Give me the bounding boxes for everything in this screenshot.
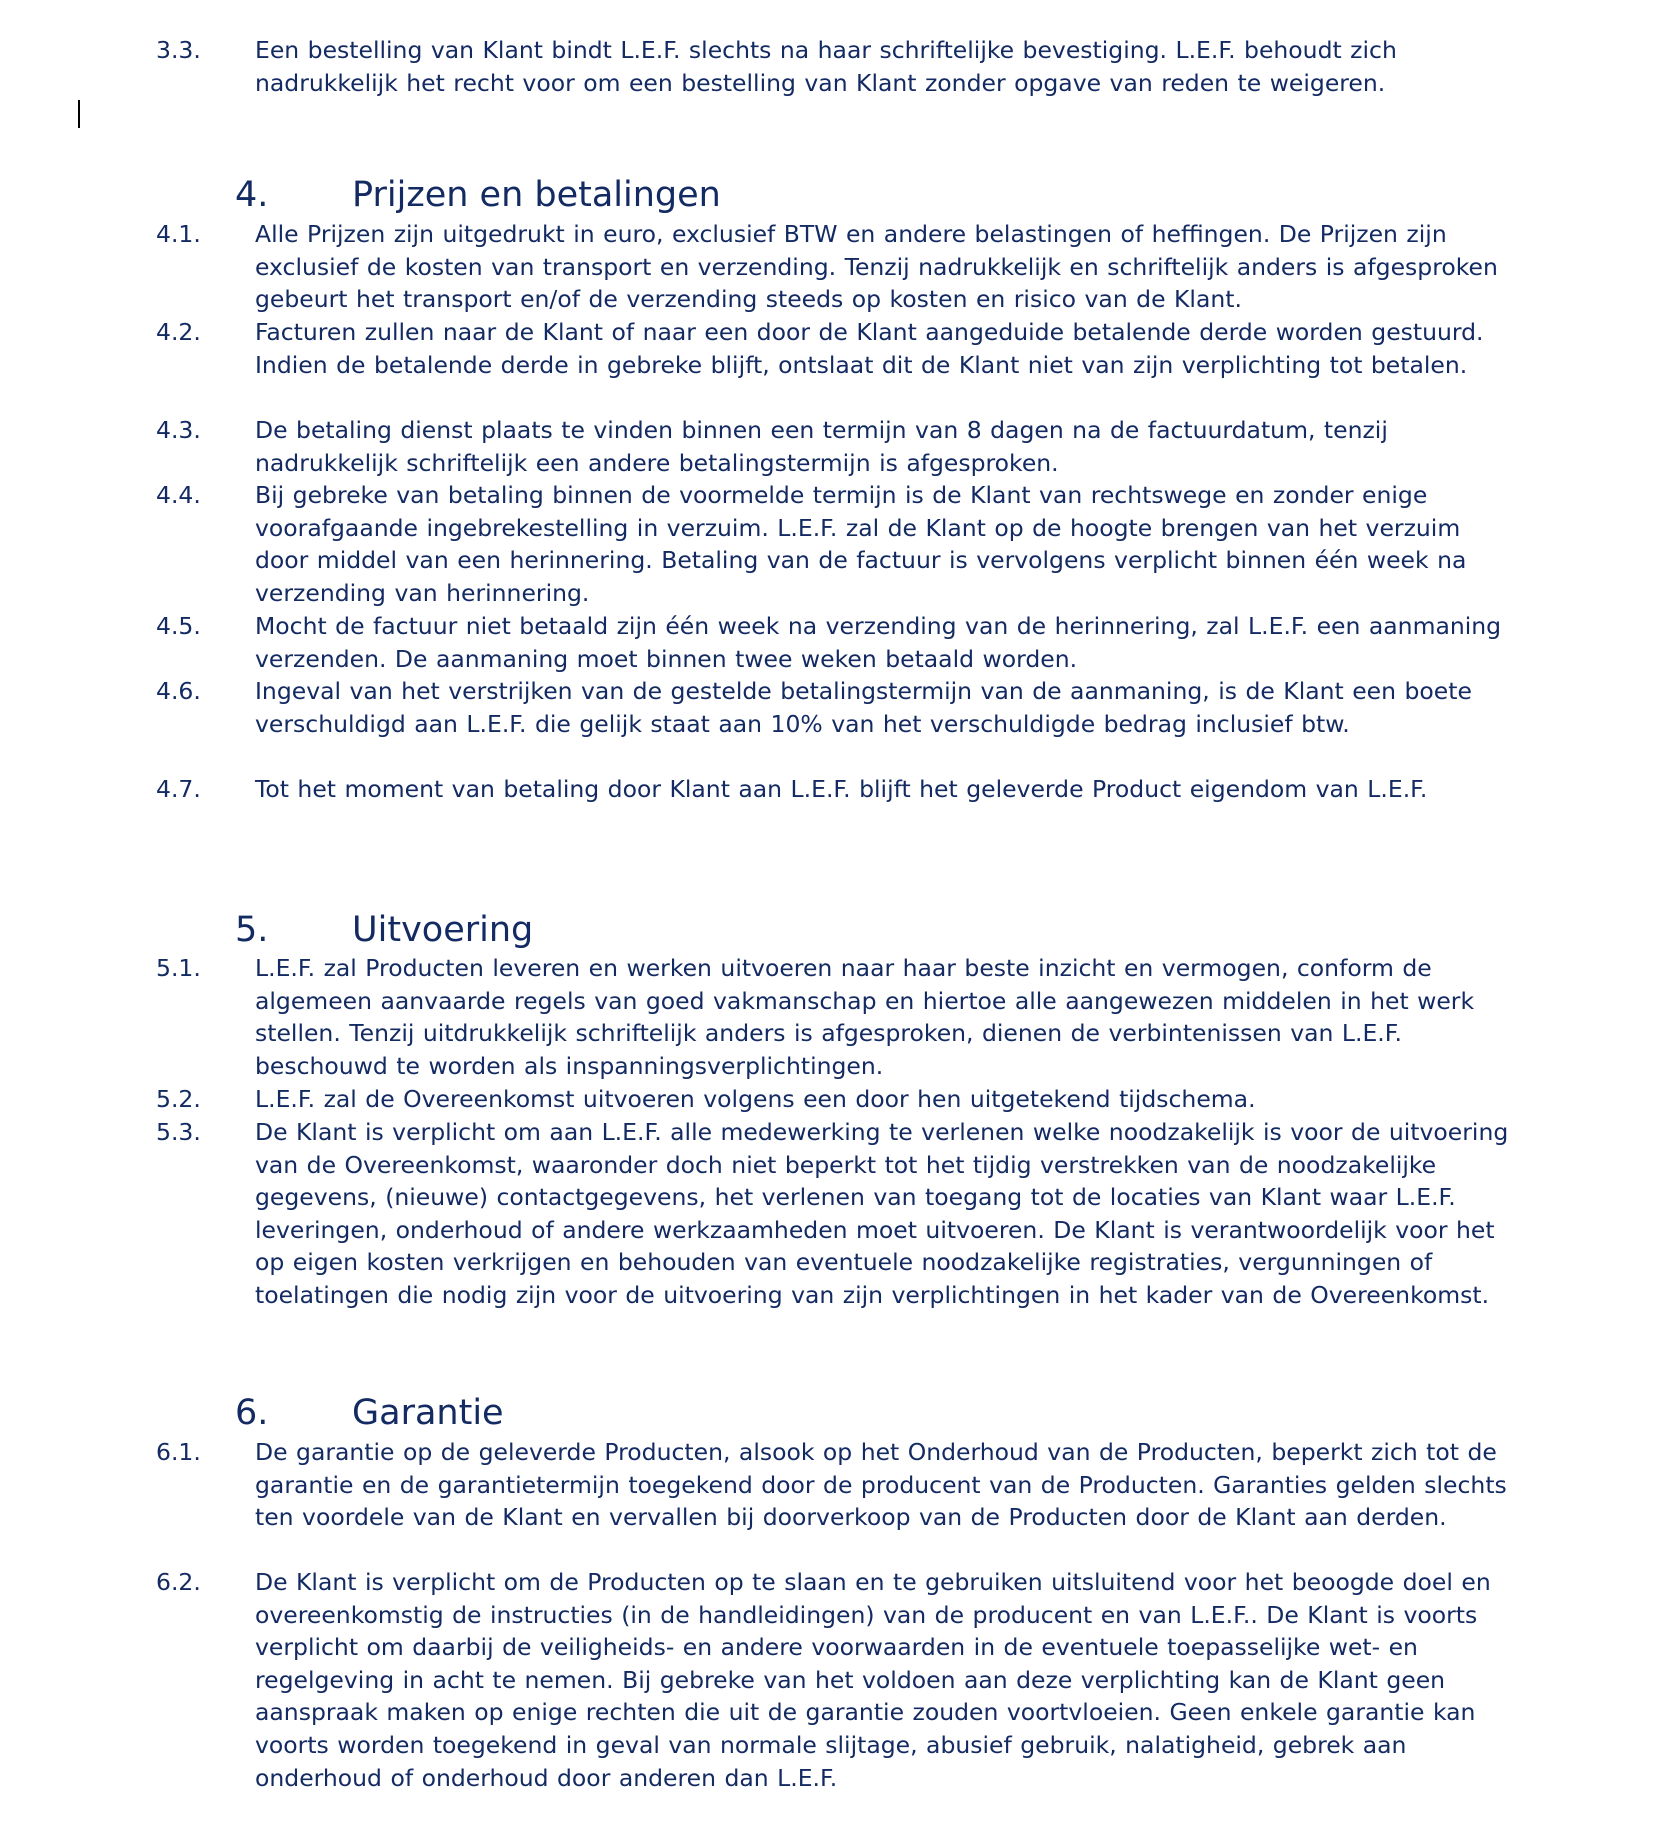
clause-text: Bij gebreke van betaling binnen de voormelde termijn is de Klant van rechtswege en zonder enige voorafgaande ingebrekestelling in verzuim. L.E.F. zal de Klant op de hoogte brengen van het verzuim door middel van een herinnering. Betaling van de factuur is vervolgens verplicht binnen één week na verzending van herinnering. [255,481,1467,607]
clause-text: Ingeval van het verstrijken van de gestelde betalingstermijn van de aanmaning, is de Klant een boete verschuldigd aan L.E.F. die gelijk staat aan 10% van het verschuldigde bedrag inclusief btw. [255,677,1472,738]
section-title: Uitvoering [352,910,534,950]
clause-text: De Klant is verplicht om aan L.E.F. alle medewerking te verlenen welke noodzakelijk is voor de uitvoering van de Overeenkomst, waaronder doch niet beperkt tot het tijdig verstrekken van de noodzakelijke gegevens, (nieuwe) contactgegevens, het verlenen van toegang tot de locaties van Klant waar L.E.F. leveringen, onderhoud of andere werkzaamheden moet uitvoeren. De Klant is verantwoordelijk voor het op eigen kosten verkrijgen en behouden van eventuele noodzakelijke registraties, vergunningen of toelatingen die nodig zijn voor de uitvoering van zijn verplichtingen in het kader van de Overeenkomst. [255,1118,1509,1309]
clause-number: 4.2. [156,318,201,346]
clause-text: Tot het moment van betaling door Klant aan L.E.F. blijft het geleverde Product eigendom van L.E.F. [255,775,1428,803]
section-title: Garantie [352,1393,504,1433]
clause-text: Een bestelling van Klant bindt L.E.F. slechts na haar schriftelijke bevestiging. L.E.F. behoudt zich nadrukkelijk het recht voor om een bestelling van Klant zonder opgave van reden te weigeren. [255,36,1397,97]
clause-number: 5.2. [156,1085,201,1113]
section-4-heading [0,173,1654,217]
clause-number: 4.3. [156,416,201,444]
section-number: 6. [235,1393,269,1433]
section-number: 4. [235,175,269,215]
clause-text: De garantie op de geleverde Producten, alsook op het Onderhoud van de Producten, beperkt zich tot de garantie en de garantietermijn toegekend door de producent van de Producten. Garanties gelden slechts ten voordele van de Klant en vervallen bij doorverkoop van de Producten door de Klant aan derden. [255,1438,1507,1532]
clause-text: De betaling dienst plaats te vinden binnen een termijn van 8 dagen na de factuurdatum, tenzij nadrukkelijk schriftelijk een andere betalingstermijn is afgesproken. [255,416,1388,477]
clause-number: 6.1. [156,1438,201,1466]
clause-text: L.E.F. zal de Overeenkomst uitvoeren volgens een door hen uitgetekend tijdschema. [255,1085,1256,1113]
clause-text: Facturen zullen naar de Klant of naar een door de Klant aangeduide betalende derde worden gestuurd. Indien de betalende derde in gebreke blijft, ontslaat dit de Klant niet van zijn verplichting tot betalen. [255,318,1484,379]
section-6-heading [0,1391,1654,1435]
clause-number: 6.2. [156,1568,201,1596]
clause-text: Mocht de factuur niet betaald zijn één week na verzending van de herinnering, zal L.E.F. een aanmaning verzenden. De aanmaning moet binnen twee weken betaald worden. [255,612,1502,673]
clause-text: De Klant is verplicht om de Producten op te slaan en te gebruiken uitsluitend voor het beoogde doel en overeenkomstig de instructies (in de handleidingen) van de producent en van L.E.F.. De Klant is voorts verplicht om daarbij de veiligheids- en andere voorwaarden in de eventuele toepasselijke wet- en regelgeving in acht te nemen. Bij gebreke van het voldoen aan deze verplichting kan de Klant geen aanspraak maken op enige rechten die uit de garantie zouden voortvloeien. Geen enkele garantie kan voorts worden toegekend in geval van normale slijtage, abusief gebruik, nalatigheid, gebrek aan onderhoud of onderhoud door anderen dan L.E.F. [255,1568,1491,1792]
clause-number: 4.1. [156,220,201,248]
clause-number: 4.7. [156,775,201,803]
section-number: 5. [235,910,269,950]
clause-text: L.E.F. zal Producten leveren en werken uitvoeren naar haar beste inzicht en vermogen, conform de algemeen aanvaarde regels van goed vakmanschap en hiertoe alle aangewezen middelen in het werk stellen. Tenzij uitdrukkelijk schriftelijk anders is afgesproken, dienen de verbintenissen van L.E.F. beschouwd te worden als inspanningsverplichtingen. [255,954,1475,1080]
clause-number: 4.6. [156,677,201,705]
clause-number: 5.1. [156,954,201,982]
clause-text: Alle Prijzen zijn uitgedrukt in euro, exclusief BTW en andere belastingen of heffingen. De Prijzen zijn exclusief de kosten van transport en verzending. Tenzij nadrukkelijk en schriftelijk anders is afgesproken gebeurt het transport en/of de verzending steeds op kosten en risico van de Klant. [255,220,1498,314]
section-title: Prijzen en betalingen [352,175,721,215]
clause-number: 5.3. [156,1118,201,1146]
section-5-heading [0,908,1654,952]
clause-number: 3.3. [156,36,201,64]
clause-number: 4.5. [156,612,201,640]
text-cursor [78,100,80,128]
clause-number: 4.4. [156,481,201,509]
